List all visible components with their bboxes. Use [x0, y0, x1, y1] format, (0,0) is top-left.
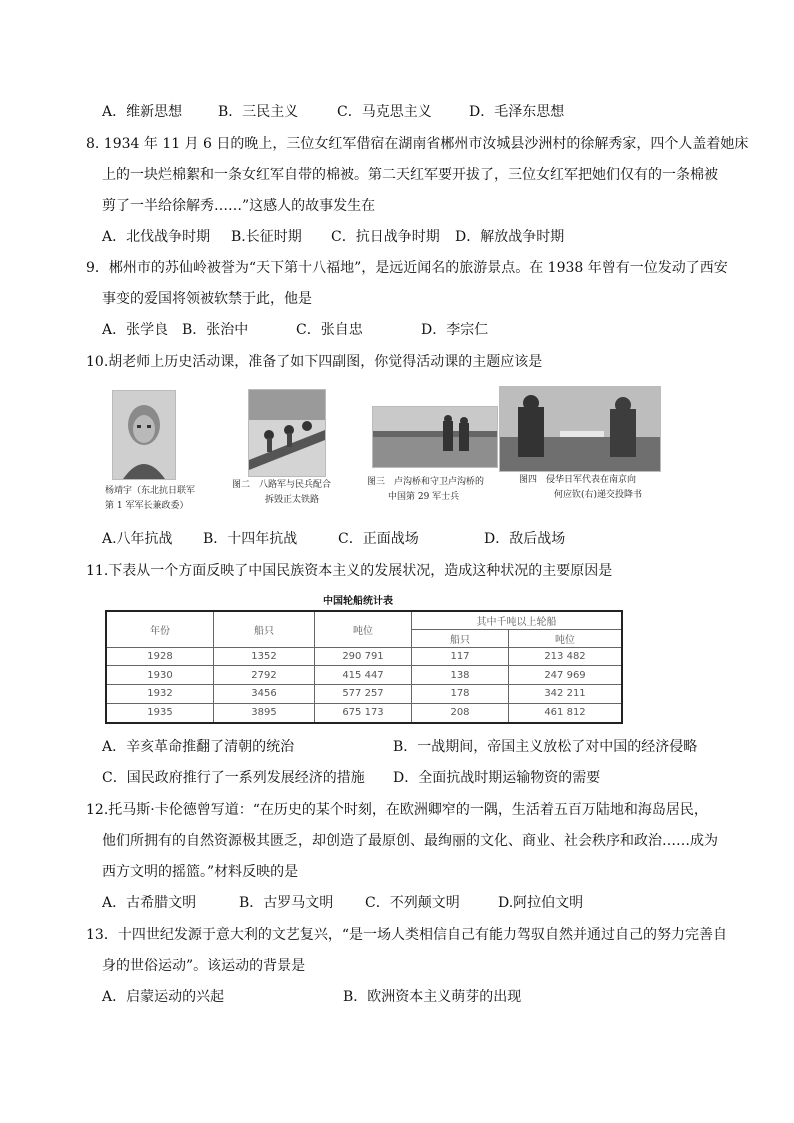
q8-line-1: 8. 1934 年 11 月 6 日的晚上，三位女红军借宿在湖南省郴州市汝城县沙洲村的徐解秀家，四个人盖着她床	[86, 136, 749, 152]
q12-option-d: D.阿拉伯文明	[498, 895, 584, 911]
q12-line-3: 西方文明的摇篮。”材料反映的是	[102, 864, 299, 880]
caption-3-line-2: 中国第 29 军士兵	[388, 492, 460, 502]
table-row	[106, 703, 622, 723]
q7-option-d: D．毛泽东思想	[469, 104, 565, 120]
header-sub-tonnage: 吨位	[509, 629, 623, 647]
photo-lugou-bridge	[372, 406, 498, 468]
q13-option-a: A．启蒙运动的兴起	[102, 989, 225, 1005]
q8-option-b: B.长征时期	[231, 229, 302, 245]
q10-line-1: 10.胡老师上历史活动课，准备了如下四副图，你觉得活动课的主题应该是	[86, 354, 543, 370]
cell: 461 812	[509, 703, 623, 723]
cell: 247 969	[509, 666, 623, 685]
q9-line-2: 事变的爱国将领被软禁于此，他是	[102, 291, 312, 307]
q8-option-d: D．解放战争时期	[455, 229, 565, 245]
cell: 213 482	[509, 647, 623, 666]
cell: 178	[412, 685, 509, 704]
q8-line-2: 上的一块烂棉絮和一条女红军自带的棉被。第二天红军要开拔了，三位女红军把她们仅有的一条棉被	[102, 167, 718, 183]
caption-1-line-1: 杨靖宇（东北抗日联军	[105, 486, 196, 496]
q8-option-c: C．抗日战争时期	[331, 229, 440, 245]
cell: 1930	[106, 666, 214, 685]
cell: 577 257	[315, 685, 412, 704]
q9-line-1: 9．郴州市的苏仙岭被誉为“天下第十八福地”，是远近闻名的旅游景点。在 1938 年曾有一位发动了西安	[86, 260, 728, 276]
q13-line-1: 13．十四世纪发源于意大利的文艺复兴，“是一场人类相信自己有能力驾驭自然并通过自己的努力完善自	[86, 927, 727, 943]
q10-option-b: B．十四年抗战	[203, 531, 298, 547]
caption-3-line-1: 图三 卢沟桥和守卫卢沟桥的	[367, 477, 485, 487]
q13-option-b: B．欧洲资本主义萌芽的出现	[343, 989, 522, 1005]
caption-4-line-2: 何应钦(右)递交投降书	[554, 490, 643, 500]
q9-option-d: D．李宗仁	[421, 322, 489, 338]
cell: 1935	[106, 703, 214, 723]
q13-line-2: 身的世俗运动”。该运动的背景是	[102, 958, 306, 974]
q11-option-d: D．全面抗战时期运输物资的需要	[393, 770, 601, 786]
q10-option-a: A.八年抗战	[102, 531, 173, 547]
header-ships: 船只	[214, 611, 315, 647]
q11-option-b: B．一战期间，帝国主义放松了对中国的经济侵略	[393, 739, 698, 755]
q11-option-c: C．国民政府推行了一系列发展经济的措施	[102, 770, 365, 786]
table-title: 中国轮船统计表	[323, 596, 393, 607]
header-year: 年份	[106, 611, 214, 647]
q12-option-c: C．不列颠文明	[365, 895, 460, 911]
q9-option-c: C．张自忠	[296, 322, 363, 338]
q9-option-b: B．张治中	[182, 322, 249, 338]
q9-option-a: A．张学良	[102, 322, 169, 338]
cell: 1352	[214, 647, 315, 666]
cell: 342 211	[509, 685, 623, 704]
q8-line-3: 剪了一半给徐解秀……”这感人的故事发生在	[102, 198, 376, 214]
caption-4-line-1: 图四 侵华日军代表在南京向	[519, 475, 637, 485]
cell: 117	[412, 647, 509, 666]
cell: 415 447	[315, 666, 412, 685]
q10-option-c: C．正面战场	[338, 531, 419, 547]
cell: 2792	[214, 666, 315, 685]
caption-2-line-2: 拆毁正太铁路	[265, 495, 320, 505]
cell: 138	[412, 666, 509, 685]
q12-option-a: A．古希腊文明	[102, 895, 197, 911]
cell: 208	[412, 703, 509, 723]
photo-japanese-surrender	[499, 386, 661, 472]
table-row	[106, 647, 622, 666]
q8-option-a: A．北伐战争时期	[102, 229, 211, 245]
cell: 675 173	[315, 703, 412, 723]
q7-option-c: C．马克思主义	[337, 104, 432, 120]
q12-option-b: B．古罗马文明	[239, 895, 334, 911]
header-sub-ships: 船只	[412, 629, 509, 647]
ship-statistics-table	[105, 610, 623, 724]
caption-2-line-1: 图二 八路军与民兵配合	[232, 480, 332, 490]
table-row	[106, 685, 622, 704]
cell: 290 791	[315, 647, 412, 666]
table-row	[106, 666, 622, 685]
photo-railway-sabotage	[248, 389, 326, 477]
q11-option-a: A．辛亥革命推翻了清朝的统治	[102, 739, 295, 755]
caption-1-line-2: 第 1 军军长兼政委）	[105, 501, 189, 511]
q10-option-d: D．敌后战场	[484, 531, 566, 547]
q11-line-1: 11.下表从一个方面反映了中国民族资本主义的发展状况，造成这种状况的主要原因是	[86, 563, 613, 579]
cell: 1928	[106, 647, 214, 666]
q7-option-a: A．维新思想	[102, 104, 183, 120]
q12-line-1: 12.托马斯·卡伦德曾写道：“在历史的某个时刻，在欧洲卿窄的一隅，生活着五百万陆地和海岛居民，	[86, 802, 708, 818]
q7-option-b: B．三民主义	[218, 104, 299, 120]
header-group: 其中千吨以上轮船	[412, 611, 623, 629]
cell: 3895	[214, 703, 315, 723]
cell: 3456	[214, 685, 315, 704]
q12-line-2: 他们所拥有的自然资源极其匮乏，却创造了最原创、最绚丽的文化、商业、社会秩序和政治……成为	[102, 833, 718, 849]
cell: 1932	[106, 685, 214, 704]
photo-yang-jingyu	[112, 390, 176, 480]
header-tonnage: 吨位	[315, 611, 412, 647]
